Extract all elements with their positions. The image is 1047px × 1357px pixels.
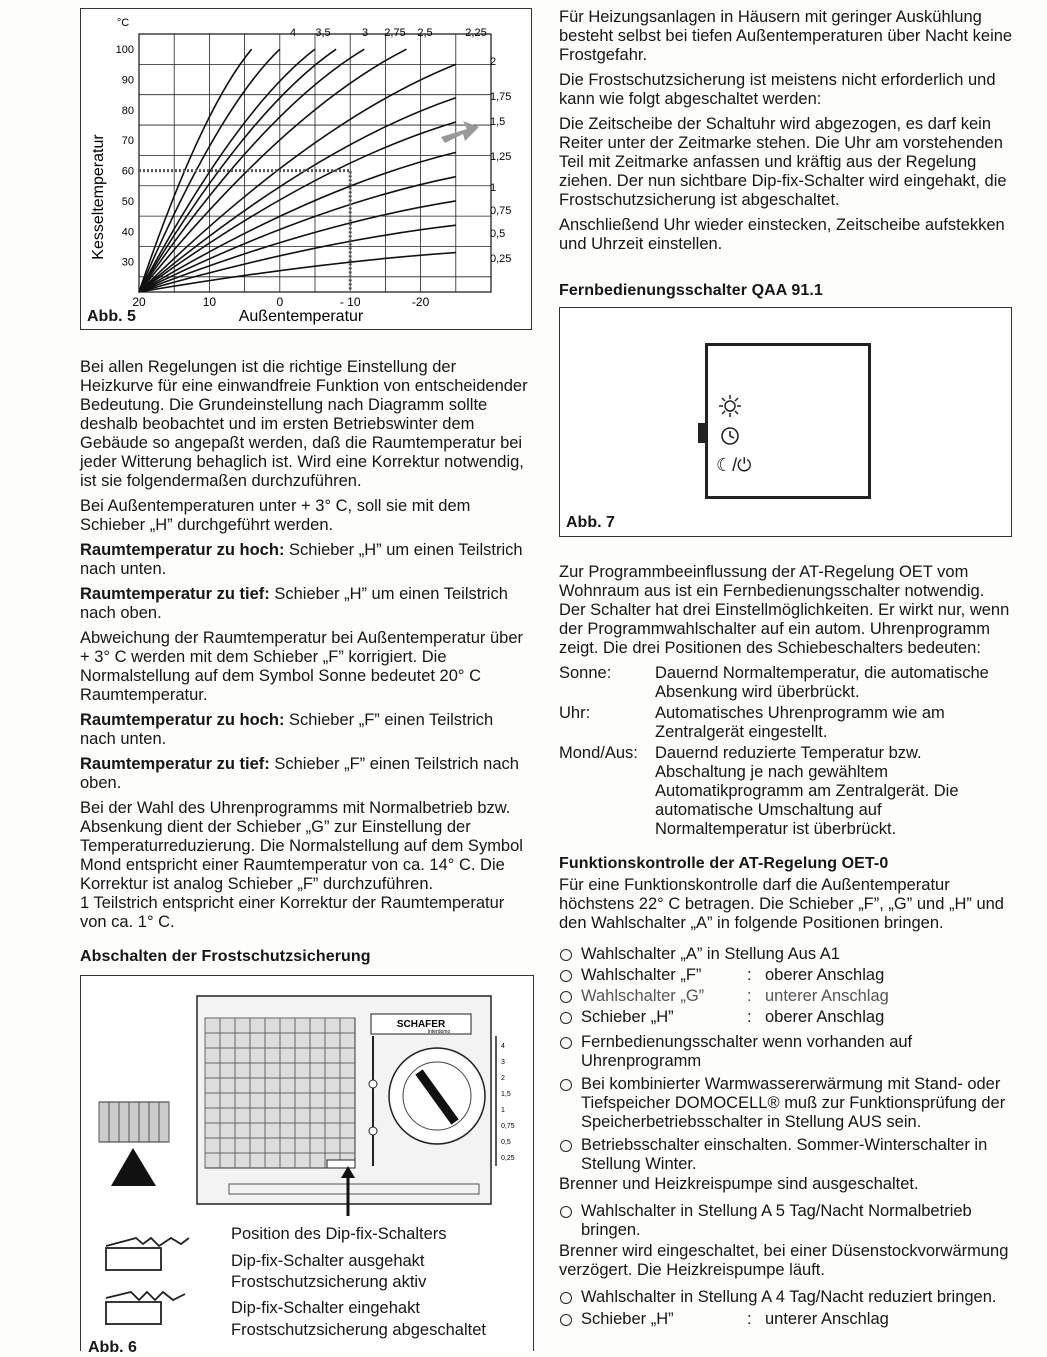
y-tick-label: 60 [121, 165, 134, 178]
curve-label: 0,75 [490, 205, 512, 217]
step-list [559, 1288, 1014, 1329]
paragraph: Für Heizungsanlagen in Häusern mit geringer Auskühlung besteht selbst bei tiefen Außentemperaturen über Nacht keine Frostgefahr. [559, 8, 1013, 64]
step-list [559, 1202, 1014, 1240]
paragraph-text: Schieber „H” um einen Teilstrich nach oben. [80, 585, 508, 622]
curve-label: 0,5 [490, 228, 506, 240]
curve-label: 4 [289, 27, 297, 39]
remote-switch-heading: Fernbedienungsschalter QAA 91.1 [559, 282, 823, 299]
scale-label: 3 [501, 1059, 505, 1066]
paragraph [80, 711, 532, 749]
scale-label: 1 [501, 1107, 505, 1114]
bold-label: Raumtemperatur zu tief: [80, 585, 270, 603]
paragraph [80, 585, 532, 623]
position-key: Uhr: [559, 704, 591, 722]
list-item: Wahlschalter in Stellung A 5 Tag/Nacht Normalbetrieb bringen. [559, 1202, 1014, 1240]
x-tick-label: 10 [202, 295, 217, 309]
slider-scale [501, 1043, 515, 1162]
dip-switch-hooked-icon [106, 1292, 185, 1324]
paragraph: Bei allen Regelungen ist die richtige Einstellung der Heizkurve für eine einwandfreie Funktion von entscheidender Bedeutung. Die Grundeinstellung nach Diagramm sollte deshalb beobachtet und im ersten Betriebswinter dem Gebäude so angepaßt werden, daß die Raumtemperatur bei jeder Witterung behaglich ist. Wird eine Korrektur notwendig, ist sie folgendermaßen durchzuführen. [80, 358, 528, 490]
curve-label: 2,5 [417, 27, 433, 39]
paragraph: Brenner und Heizkreispumpe sind ausgeschaltet. [559, 1175, 919, 1193]
function-check-heading: Funktionskontrolle der AT-Regelung OET-0 [559, 855, 889, 872]
curve-label: 3,5 [315, 27, 331, 39]
curve-label: 1 [490, 182, 497, 194]
scale-label: 0,25 [501, 1155, 515, 1162]
list-item: Wahlschalter „G” : unterer Anschlag [559, 987, 1014, 1006]
scale-label: 0,75 [501, 1123, 515, 1130]
y-tick-label: 70 [121, 135, 134, 148]
paragraph-text: Schieber „H” um einen Teilstrich nach unten. [80, 541, 523, 578]
y-tick-label: 40 [121, 226, 134, 239]
position-value: Dauernd Normaltemperatur, die automatische Absenkung wird überbrückt. [655, 664, 989, 701]
bold-label: Raumtemperatur zu tief: [80, 755, 270, 773]
caption: Dip-fix-Schalter ausgehakt [231, 1252, 425, 1270]
position-key: Mond/Aus: [559, 744, 638, 762]
list-item: Schieber „H” : oberer Anschlag [559, 1008, 1014, 1027]
figure-label: Abb. 5 [87, 308, 136, 325]
remote-switch-device [705, 343, 871, 499]
y-unit-label: °C [116, 17, 130, 29]
paragraph: Für eine Funktionskontrolle darf die Außentemperatur höchstens 22° C betragen. Die Schieber „F”, „G” und „H” und den Wahlschalter „A” in folgende Positionen bringen. [559, 876, 1004, 932]
dip-switch-unhooked-icon [106, 1238, 189, 1270]
slide-switch [698, 423, 706, 443]
caption: Dip-fix-Schalter eingehakt [231, 1299, 420, 1317]
list-item: Betriebsschalter einschalten. Sommer-Winterschalter in Stellung Winter. [559, 1136, 1014, 1174]
caption: Position des Dip-fix-Schalters [231, 1225, 447, 1243]
curve-label: 2,25 [465, 27, 487, 39]
paragraph [80, 755, 532, 793]
paragraph [80, 541, 532, 579]
clock-icon [719, 425, 741, 447]
moon-off-icon: ☾/⏻ [716, 455, 752, 475]
paragraph-text: Schieber „F” einen Teilstrich nach unten. [80, 711, 494, 748]
y-tick-label: 50 [121, 195, 134, 208]
brand-text: SCHAFER [396, 1019, 446, 1030]
list-item: Wahlschalter „F” : oberer Anschlag [559, 966, 1014, 985]
remote-switch-figure [559, 307, 1012, 537]
list-item: Bei kombinierter Warmwassererwärmung mit Stand- oder Tiefspeicher DOMOCELL® muß zur Funktionsprüfung der Speicherbetriebsschalter in Stellung AUS sein. [559, 1075, 1014, 1132]
x-tick-label: -20 [411, 295, 430, 309]
frost-heading: Abschalten der Frostschutzsicherung [80, 948, 371, 965]
heating-curve-line [139, 98, 456, 292]
dip-switch [327, 1160, 355, 1168]
paragraph-text: Schieber „F” einen Teilstrich nach oben. [80, 755, 519, 792]
x-tick-label: 20 [132, 295, 146, 309]
heating-curve-figure [80, 8, 532, 330]
curve-label: 0,25 [490, 253, 512, 265]
figure-label: Abb. 6 [88, 1339, 137, 1356]
y-tick-label: 80 [121, 104, 134, 117]
curve-label: 1,25 [490, 151, 512, 163]
brand-subtext: Interdomo [427, 1029, 451, 1035]
position-value: Automatisches Uhrenprogramm wie am Zentralgerät eingestellt. [655, 704, 945, 741]
scale-label: 0,5 [501, 1139, 511, 1146]
caption: Frostschutzsicherung abgeschaltet [231, 1321, 486, 1339]
y-tick-label: 90 [121, 74, 134, 87]
bold-label: Raumtemperatur zu hoch: [80, 711, 285, 729]
curve-label: 2,75 [384, 27, 406, 39]
remote-switch-description [559, 563, 1014, 841]
curve-label: 2 [490, 56, 497, 68]
dip-fix-figure [80, 975, 534, 1351]
scale-label: 4 [501, 1043, 505, 1050]
paragraph: Bei der Wahl des Uhrenprogramms mit Normalbetrieb bzw. Absenkung dient der Schieber „G” zur Einstellung der Temperaturreduzierung. Die Normalstellung auf dem Symbol Mond entspricht einer Raumtemperatur von ca. 14° C. Die Korrektur ist analog Schieber „F” durchzuführen. [80, 799, 523, 893]
paragraph: Brenner wird eingeschaltet, bei einer Düsenstockvorwärmung verzögert. Die Heizkreispumpe läuft. [559, 1242, 1009, 1279]
list-item: Schieber „H” : unterer Anschlag [559, 1310, 1014, 1329]
curve-label: 3 [361, 27, 369, 39]
arrow-up-icon [111, 1148, 156, 1186]
paragraph: 1 Teilstrich entspricht einer Korrektur der Raumtemperatur von ca. 1° C. [80, 894, 505, 931]
heating-curve-instructions [80, 358, 532, 938]
paragraph: Zur Programmbeeinflussung der AT-Regelung OET vom Wohnraum aus ist ein Fernbedienungsschalter notwendig. Der Schalter hat drei Einstellmöglichkeiten. Er wirkt nur, wenn der Programmwahlschalter auf ein autom. Uhrenprogramm zeigt. Die drei Positionen des Schiebeschalters bedeuten: [559, 563, 1010, 657]
list-item: Wahlschalter in Stellung A 4 Tag/Nacht reduziert bringen. [559, 1288, 1014, 1307]
x-tick-label: - 10 [339, 295, 361, 309]
paragraph: Abweichung der Raumtemperatur bei Außentemperatur über + 3° C werden mit dem Schieber „F” korrigiert. Die Normalstellung auf dem Symbol Sonne bedeutet 20° C Raumtemperatur. [80, 629, 523, 704]
caption: Frostschutzsicherung aktiv [231, 1273, 427, 1291]
scale-label: 1,5 [501, 1091, 511, 1098]
list-item: Fernbedienungsschalter wenn vorhanden auf Uhrenprogramm [559, 1033, 1014, 1071]
frost-intro [559, 8, 1014, 260]
scale-label: 2 [501, 1075, 505, 1082]
heating-curve-chart [81, 9, 531, 329]
list-item: Wahlschalter „A” in Stellung Aus A1 [559, 945, 1014, 964]
y-tick-label: 30 [121, 256, 134, 269]
paragraph: Die Zeitscheibe der Schaltuhr wird abgezogen, es darf kein Reiter unter der Zeitmarke stehen. Die Uhr am vorstehenden Teil mit Zeitmarke anfassen und kräftig aus der Regelung ziehen. Der nun sichtbare Dip-fix-Schalter wird eingehakt, die Frostschutzsicherung ist abgeschaltet. [559, 115, 1007, 209]
slider-knob [369, 1127, 377, 1135]
figure-label: Abb. 7 [566, 514, 615, 531]
curve-label: 1,5 [490, 116, 506, 128]
position-key: Sonne: [559, 664, 612, 682]
paragraph: Die Frostschutzsicherung ist meistens nicht erforderlich und kann wie folgt abgeschaltet werden: [559, 71, 996, 108]
curve-label: 1,75 [490, 91, 512, 103]
slider-knob [369, 1080, 377, 1088]
x-tick-label: 0 [276, 295, 284, 309]
switch-settings-list [559, 945, 1014, 1174]
paragraph: Anschließend Uhr wieder einstecken, Zeitscheibe aufstekken und Uhrzeit einstellen. [559, 216, 1005, 253]
x-axis-label: Außentemperatur [238, 308, 364, 325]
y-axis-label: Kesseltemperatur [90, 134, 107, 260]
function-check-section [559, 876, 1014, 1331]
paragraph: Bei Außentemperaturen unter + 3° C, soll sie mit dem Schieber „H” durchgeführt werden. [80, 497, 471, 534]
controller-drawing [81, 976, 533, 1351]
sun-icon [718, 394, 742, 418]
bold-label: Raumtemperatur zu hoch: [80, 541, 285, 559]
position-value: Dauernd reduzierte Temperatur bzw. Abschaltung je nach gewähltem Automatikprogramm am Zentralgerät. Die automatische Umschaltung auf Normaltemperatur ist überbrückt. [655, 744, 959, 838]
y-tick-label: 100 [115, 44, 134, 57]
switch-position-list [559, 664, 1014, 841]
